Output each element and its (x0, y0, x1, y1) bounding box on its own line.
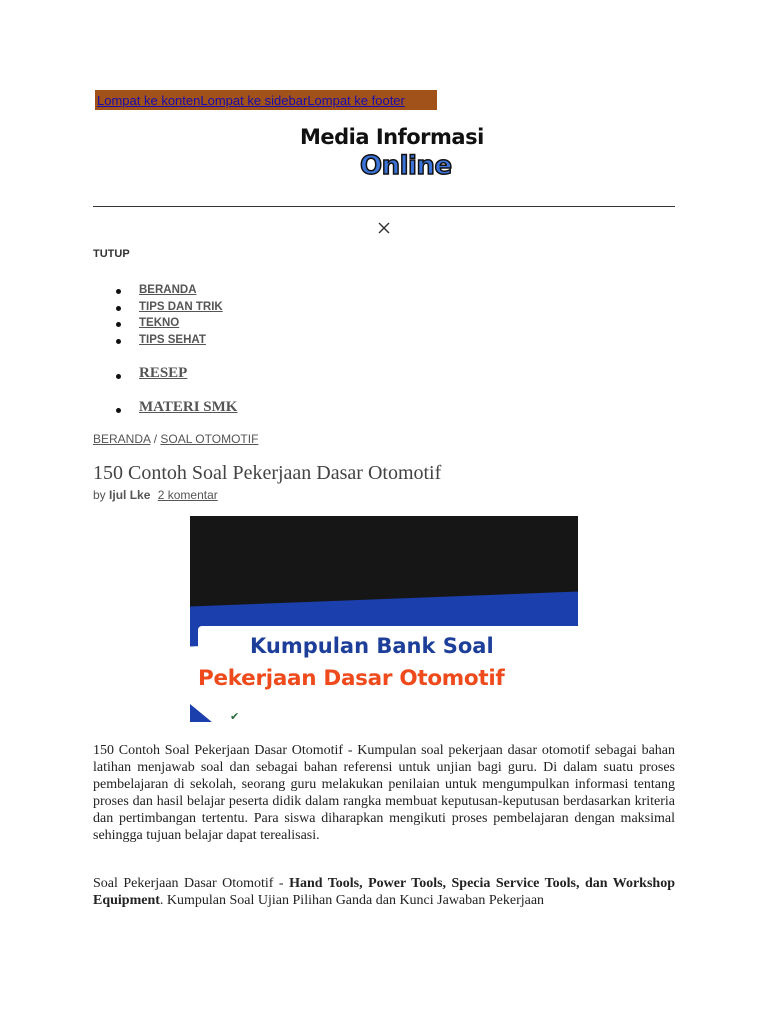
breadcrumb-separator: / (153, 432, 158, 446)
nav-menu-primary (112, 282, 223, 349)
image-heading-line-1: Kumpulan Bank Soal (250, 634, 494, 658)
post-paragraph-1: 150 Contoh Soal Pekerjaan Dasar Otomotif - Kumpulan soal pekerjaan dasar otomotif sebagai bahan latihan menjawab soal dan sebagai bahan referensi untuk unjian bagi guru. Di dalam suatu proses pembelajaran di sekolah, seorang guru melakukan penilaian untuk mengumpulkan informasi tentang proses dan hasil belajar peserta didik dalam rangka membuat keputusan-keputusan berdasarkan kriteria dan pertimbangan tertentu. Para siswa diharapkan mengikuti proses pembelajaran dengan maksimal sehingga tujuan belajar dapat terealisasi. (93, 743, 675, 843)
post-title: 150 Contoh Soal Pekerjaan Dasar Otomotif (93, 462, 442, 484)
image-heading-line-2: Pekerjaan Dasar Otomotif (198, 666, 505, 691)
byline-prefix: by (93, 488, 106, 502)
menu-item-resep (112, 362, 237, 396)
check-icon: ✔ (230, 710, 240, 722)
breadcrumb-category-link[interactable]: SOAL OTOMOTIF (160, 432, 259, 446)
menu-close-label[interactable]: TUTUP (93, 248, 130, 260)
menu-link-tips-sehat[interactable]: TIPS SEHAT (139, 334, 206, 347)
skip-links-bar (95, 90, 437, 110)
post-paragraph-2 (93, 875, 675, 909)
menu-link-tips-dan-trik[interactable]: TIPS DAN TRIK (139, 300, 223, 313)
breadcrumb (93, 432, 258, 446)
menu-link-tekno[interactable]: TEKNO (139, 317, 180, 330)
menu-item-beranda (112, 282, 223, 299)
logo-line-2: Online (360, 151, 452, 181)
skip-to-content-link[interactable]: Lompat ke konten (97, 92, 201, 108)
close-icon[interactable] (376, 220, 392, 236)
menu-item-tips-sehat (112, 332, 223, 349)
breadcrumb-home-link[interactable]: BERANDA (93, 432, 151, 446)
menu-item-tekno (112, 315, 223, 332)
logo-line-1: Media Informasi (300, 125, 484, 149)
nav-menu-secondary (112, 362, 237, 430)
header-divider (93, 206, 675, 207)
post-author[interactable]: Ijul Lke (109, 488, 151, 502)
menu-item-materi-smk (112, 396, 237, 430)
menu-link-resep[interactable]: RESEP (139, 365, 188, 381)
skip-to-footer-link[interactable]: Lompat ke footer (307, 92, 405, 108)
menu-link-beranda[interactable]: BERANDA (139, 284, 197, 296)
featured-image (190, 516, 578, 722)
paragraph-2-rest: . Kumpulan Soal Ujian Pilihan Ganda dan Kunci Jawaban Pekerjaan (159, 893, 545, 908)
paragraph-2-lead: Soal Pekerjaan Dasar Otomotif - (93, 876, 290, 891)
comments-link[interactable]: 2 komentar (157, 488, 218, 502)
post-byline (93, 488, 218, 502)
skip-to-sidebar-link[interactable]: Lompat ke sidebar (200, 92, 308, 108)
menu-item-tips-dan-trik (112, 299, 223, 316)
menu-link-materi-smk[interactable]: MATERI SMK (139, 399, 238, 415)
site-logo[interactable] (300, 125, 484, 185)
paragraph-2-bold: Hand Tools, Power Tools, Specia Service Tools, dan Workshop Equipment (93, 876, 675, 908)
